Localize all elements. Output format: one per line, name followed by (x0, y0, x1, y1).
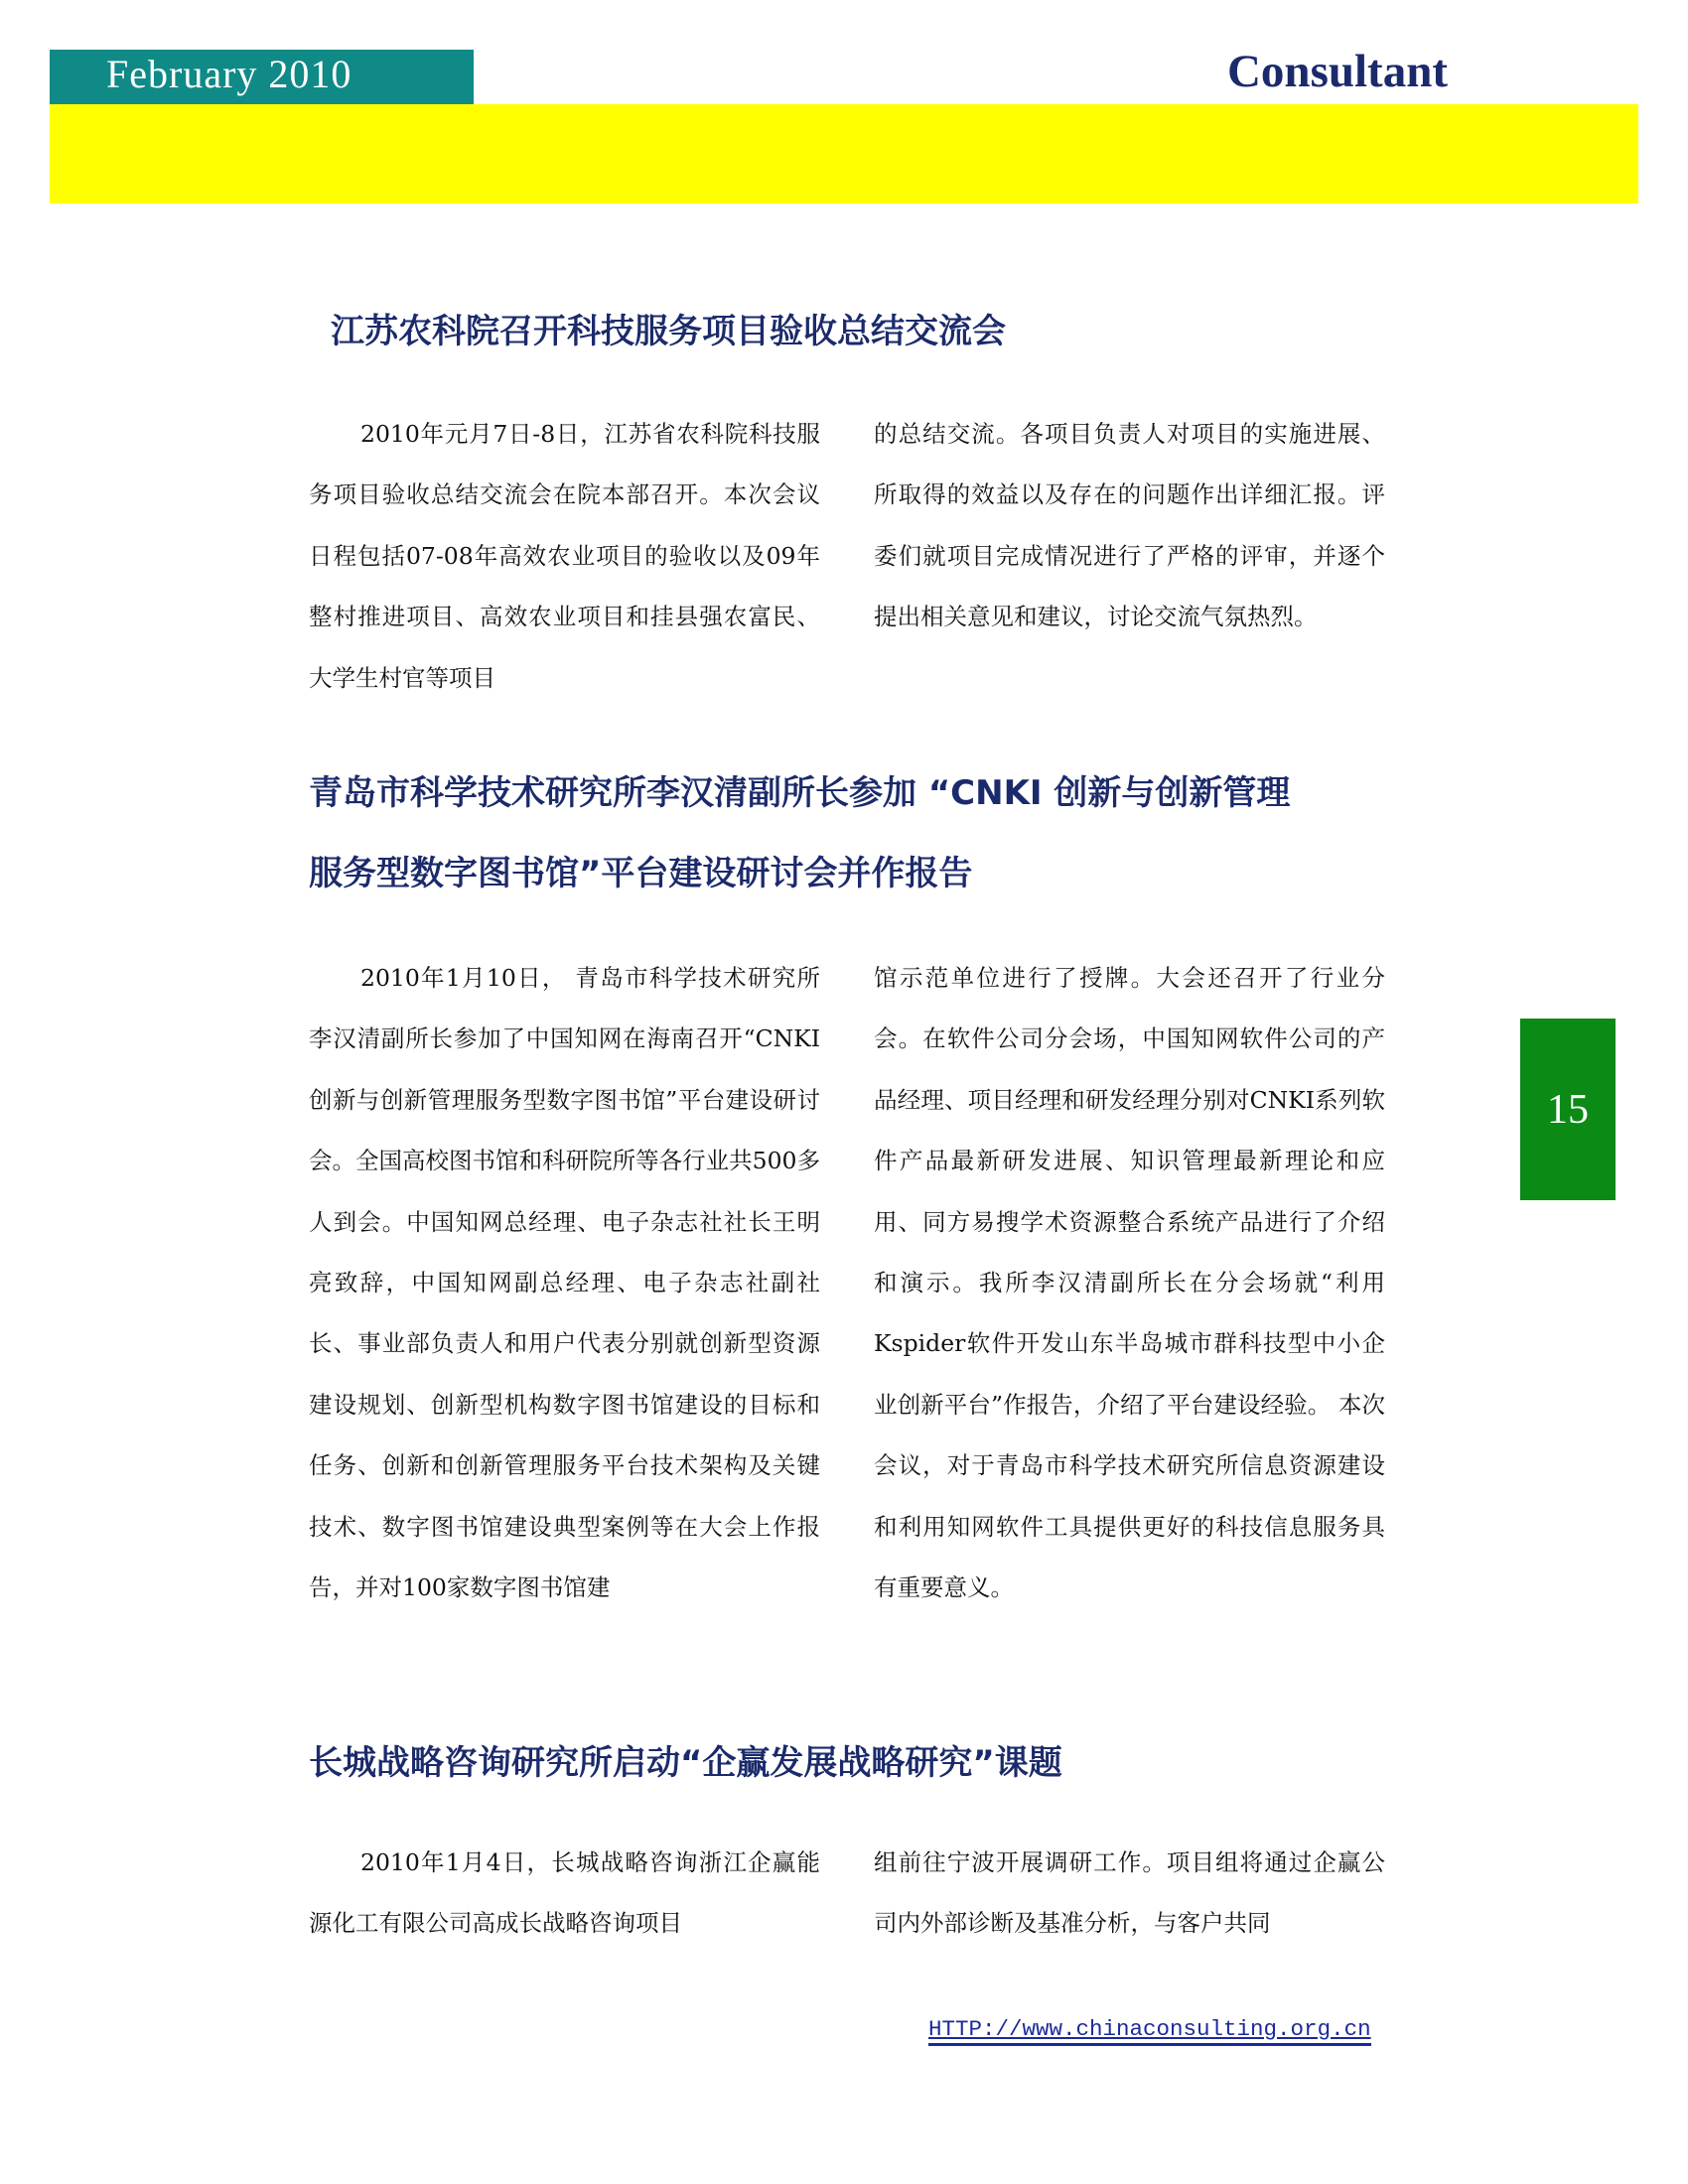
article-1-left-column: 2010年元月7日-8日，江苏省农科院科技服务项目验收总结交流会在院本部召开。本次会议日程包括07-08年高效农业项目的验收以及09年整村推进项目、高效农业项目和挂县强农富民、大学生村官等项目 (309, 420, 820, 692)
issue-date-bar (50, 50, 474, 104)
article-2-title-line-2: 服务型数字图书馆”平台建设研讨会并作报告 (309, 854, 973, 893)
article-3-left-column: 2010年1月4日，长城战略咨询浙江企赢能源化工有限公司高成长战略咨询项目 (309, 1848, 820, 1938)
article-2-left-column: 2010年1月10日， 青岛市科学技术研究所李汉清副所长参加了中国知网在海南召开“CNKI创新与创新管理服务型数字图书馆”平台建设研讨会。全国高校图书馆和科研院所等各行业共500多人到会。中国知网总经理、电子杂志社社长王明亮致辞，中国知网副总经理、电子杂志社副社长、事业部负责人和用户代表分别就创新型资源建设规划、创新型机构数字图书馆建设的目标和任务、创新和创新管理服务平台技术架构及关键技术、数字图书馆建设典型案例等在大会上作报告，并对100家数字图书馆建 (309, 964, 820, 1602)
article-3-title: 长城战略咨询研究所启动“企赢发展战略研究”课题 (309, 1743, 1062, 1783)
page-number-tab (1520, 1019, 1616, 1200)
page-number: 15 (1547, 1086, 1589, 1133)
website-link[interactable]: HTTP://www.chinaconsulting.org.cn (928, 2015, 1371, 2046)
article-3-right-column: 组前往宁波开展调研工作。项目组将通过企赢公司内外部诊断及基准分析，与客户共同 (874, 1848, 1385, 1938)
header-band (50, 104, 1638, 204)
article-2-right-column: 馆示范单位进行了授牌。大会还召开了行业分会。在软件公司分会场，中国知网软件公司的产品经理、项目经理和研发经理分别对CNKI系列软件产品最新研发进展、知识管理最新理论和应用、同方易搜学术资源整合系统产品进行了介绍和演示。我所李汉清副所长在分会场就“利用Kspider软件开发山东半岛城市群科技型中小企业创新平台”作报告，介绍了平台建设经验。 本次会议，对于青岛市科学技术研究所信息资源建设和利用知网软件工具提供更好的科技信息服务具有重要意义。 (874, 964, 1385, 1602)
magazine-title: Consultant (1226, 46, 1448, 97)
issue-date: February 2010 (106, 52, 352, 96)
article-2-title-line-1: 青岛市科学技术研究所李汉清副所长参加 “CNKI 创新与创新管理 (309, 773, 1291, 813)
article-1-right-column: 的总结交流。各项目负责人对项目的实施进展、所取得的效益以及存在的问题作出详细汇报。评委们就项目完成情况进行了严格的评审，并逐个提出相关意见和建议，讨论交流气氛热烈。 (874, 420, 1385, 631)
article-1-title: 江苏农科院召开科技服务项目验收总结交流会 (331, 312, 1006, 351)
